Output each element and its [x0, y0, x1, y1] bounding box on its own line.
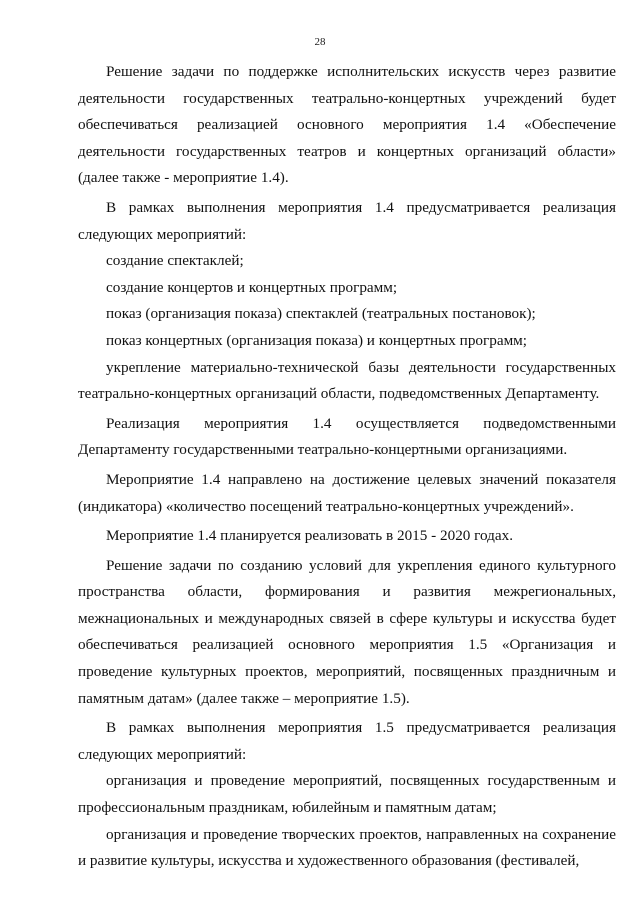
paragraph-2: В рамках выполнения мероприятия 1.4 предусматривается реализация следующих мероприятий:: [78, 198, 616, 243]
list-item: показ концертных (организация показа) и концертных программ;: [106, 331, 528, 349]
paragraph-6: Решение задачи по созданию условий для укрепления единого культурного пространства области, формирования и развития межрегиональных, межнациональных и международных связей в сфере культуры и искусства будет обеспечиваться реализацией основного мероприятия 1.5 «Организация и проведение культурных проектов, мероприятий, посвященных праздничным и памятным датам» (далее также – мероприятие 1.5).: [78, 556, 616, 707]
list-item: создание концертов и концертных программ;: [106, 278, 398, 296]
paragraph-4: Мероприятие 1.4 направлено на достижение целевых значений показателя (индикатора) «количество посещений театрально-концертных учреждений».: [78, 470, 616, 515]
paragraph-3: Реализация мероприятия 1.4 осуществляется подведомственными Департаменту государственными театрально-концертными организациями.: [78, 414, 616, 459]
page-number: 28: [314, 36, 326, 48]
paragraph-5: Мероприятие 1.4 планируется реализовать в 2015 - 2020 годах.: [106, 527, 514, 545]
paragraph-1: Решение задачи по поддержке исполнительских искусств через развитие деятельности государственных театрально-концертных учреждений будет обеспечиваться реализацией основного мероприятия 1.4 «Обеспечение деятельности государственных театров и концертных организаций области» (далее также - мероприятие 1.4).: [78, 63, 616, 187]
list-item: показ (организация показа) спектаклей (театральных постановок);: [106, 305, 536, 323]
document-body: [78, 59, 616, 875]
list-item: укрепление материально-технической базы деятельности государственных театрально-концертных организаций области, подведомственных Департаменту.: [78, 358, 616, 403]
list-item: организация и проведение мероприятий, посвященных государственным и профессиональным праздникам, юбилейным и памятным датам;: [78, 772, 616, 817]
list-item: создание спектаклей;: [106, 252, 244, 270]
paragraph-7: В рамках выполнения мероприятия 1.5 предусматривается реализация следующих мероприятий:: [78, 719, 616, 763]
list-item: организация и проведение творческих проектов, направленных на сохранение и развитие культуры, искусства и художественного образования (фестивалей,: [78, 825, 616, 870]
